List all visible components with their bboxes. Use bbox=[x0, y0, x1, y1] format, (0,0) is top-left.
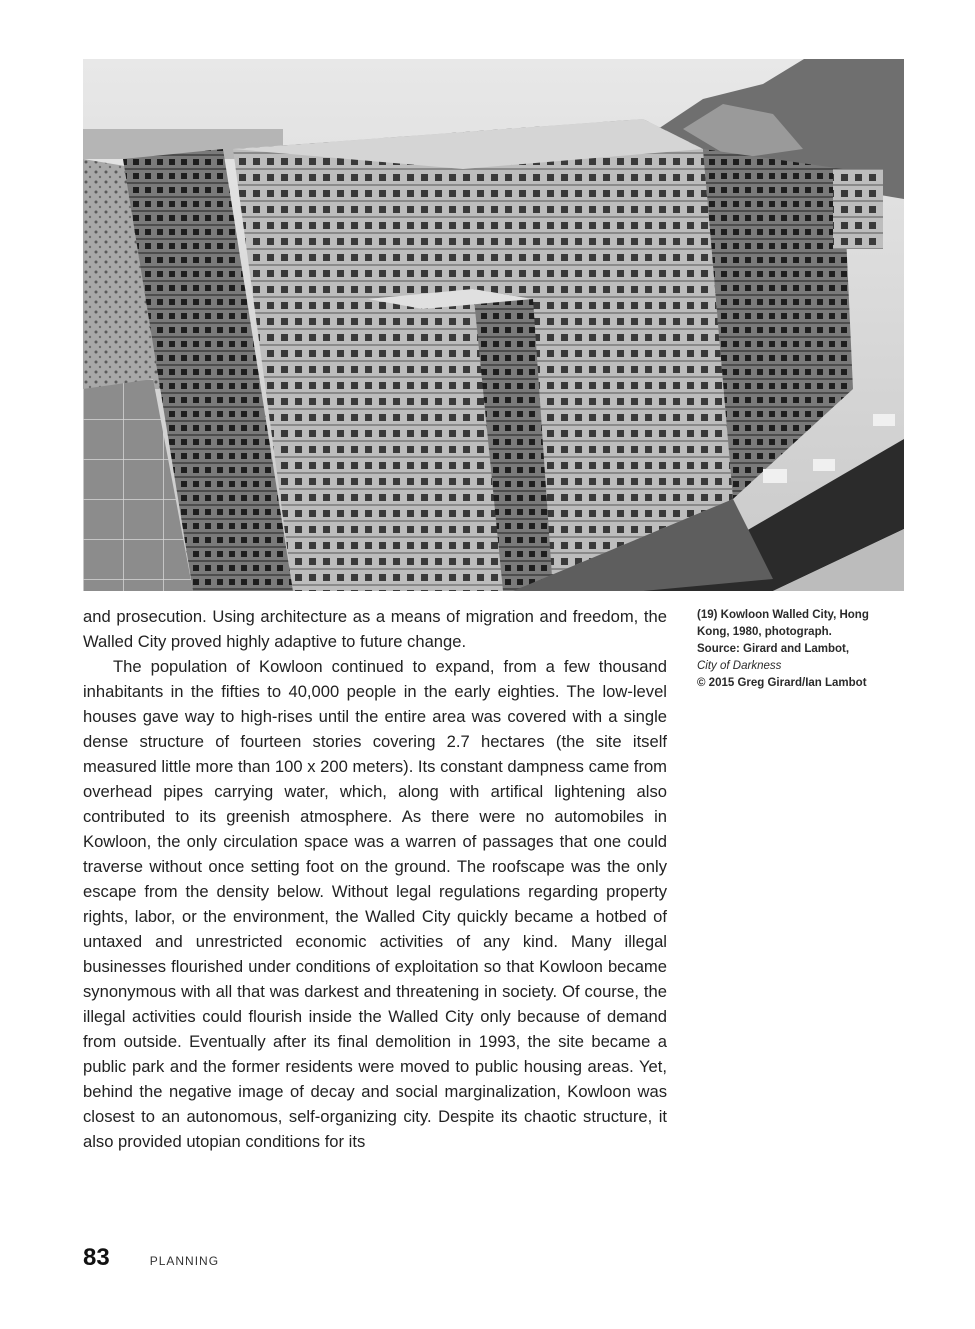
body-text bbox=[83, 604, 667, 1154]
page-footer bbox=[83, 1244, 219, 1284]
figure-caption bbox=[697, 607, 897, 692]
photo-illustration bbox=[83, 59, 904, 591]
page-number: 83 bbox=[83, 1244, 110, 1271]
caption-copyright: © 2015 Greg Girard/Ian Lambot bbox=[697, 677, 867, 689]
paragraph-2: The population of Kowloon continued to expand, from a few thousand inhabitants in the fifties to 40,000 people in the early eighties. The low-level houses gave way to high-rises until the entire area was covered with a single dense structure of fourteen stories covering 2.7 hectares (the site itself measured little more than 100 x 200 meters). Its constant dampness came from overhead pipes carrying water, which, along with artifical lightening also contributed to its greenish atmosphere. As there were no automobiles in Kowloon, the only circulation space was a warren of passages that one could traverse without once setting foot on the ground. The roofscape was the only escape from the density below. Without legal regulations regarding property rights, labor, or the environment, the Walled City quickly became a hotbed of untaxed and unrestricted economic activities of any kind. Many illegal businesses flourished under conditions of exploitation so that Kowloon became synonymous with all that was darkest and threatening in society. Of course, the illegal activities could flourish inside the Walled City only because of demand from outside. Eventually after its final demolition in 1993, the site became a public park and the former residents were moved to public housing areas. Yet, behind the negative image of decay and social marginalization, Kowloon was closest to an autonomous, self-organizing city. Despite its chaotic structure, it also provided utopian conditions for its bbox=[83, 657, 667, 1151]
kowloon-photograph bbox=[83, 59, 904, 591]
paragraph-1: and prosecution. Using architecture as a means of migration and freedom, the Walled City proved highly adaptive to future change. bbox=[83, 607, 667, 651]
caption-line: (19) Kowloon Walled City, Hong bbox=[697, 609, 869, 621]
caption-book-title: City of Darkness bbox=[697, 660, 782, 672]
section-label: PLANNING bbox=[149, 1254, 220, 1268]
caption-line: Source: Girard and Lambot, bbox=[697, 643, 850, 655]
caption-line: Kong, 1980, photograph. bbox=[697, 626, 832, 638]
